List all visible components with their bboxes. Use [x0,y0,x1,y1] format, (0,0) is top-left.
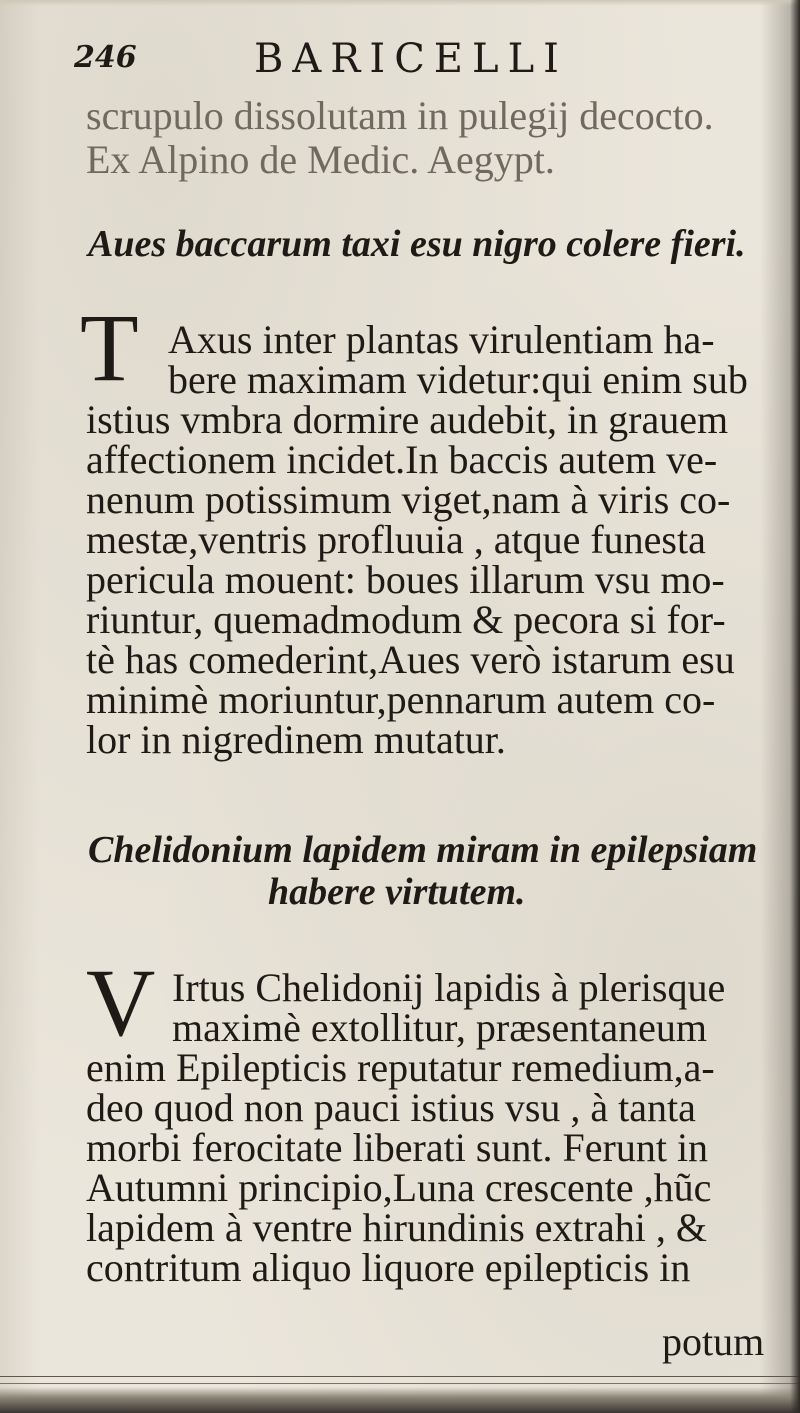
body-line: tè has comederint,Aues verò istarum esu [86,637,735,682]
intro-line-2: Ex Alpino de Medic. Aegypt. [86,137,555,182]
body-line: istius vmbra dormire audebit, in grauem [86,397,729,442]
section-heading-chelidonium: Chelidonium lapidem miram in epilepsiam [88,829,758,871]
drop-cap-t: T [80,294,139,401]
body-line: deo quod non pauci istius vsu , à tanta [86,1085,696,1130]
body-line: riuntur, quemadmodum & pecora si for- [86,597,726,642]
body-line: morbi ferocitate liberati sunt. Ferunt in [86,1125,709,1170]
body-line: maximè extollitur, præsentaneum [172,1005,707,1050]
body-line: nenum potissimum viget,nam à viris co- [86,477,731,522]
body-line: lapidem à ventre hirundinis extrahi , & [86,1205,707,1250]
page-number: 246 [74,40,137,75]
body-line: bere maximam videtur:qui enim sub [168,357,748,402]
catchword: potum [662,1319,765,1364]
body-line: minimè moriuntur,pennarum autem co- [86,677,716,722]
body-line: mestæ,ventris profluuia , atque funesta [86,517,706,562]
intro-line-1: scrupulo dissolutam in pulegij decocto. [86,93,714,138]
body-line: enim Epilepticis reputatur remedium,a- [86,1045,715,1090]
page-bottom-edge [0,1387,800,1413]
page-edge-line [0,1383,800,1384]
page-edge-line [0,1376,800,1377]
page-top-edge [0,0,800,6]
body-line: contritum aliquo liquore epilepticis in [86,1245,691,1290]
body-line: Autumni principio,Luna crescente ,hũc [86,1165,712,1210]
drop-cap-v: V [86,949,156,1056]
body-line: Axus inter plantas virulentiam ha- [168,317,715,362]
section-heading-taxus: Aues baccarum taxi esu nigro colere fieri. [88,223,746,265]
page-header [74,36,674,86]
running-head: BARICELLI [254,36,568,82]
page-right-edge [790,0,800,1413]
body-line: Irtus Chelidonij lapidis à plerisque [172,965,726,1010]
body-line: lor in nigredinem mutatur. [86,717,506,762]
body-line: pericula mouent: boues illarum vsu mo- [86,557,725,602]
body-line: affectionem incidet.In baccis autem ve- [86,437,718,482]
section-heading-chelidonium-cont: habere virtutem. [268,871,526,913]
